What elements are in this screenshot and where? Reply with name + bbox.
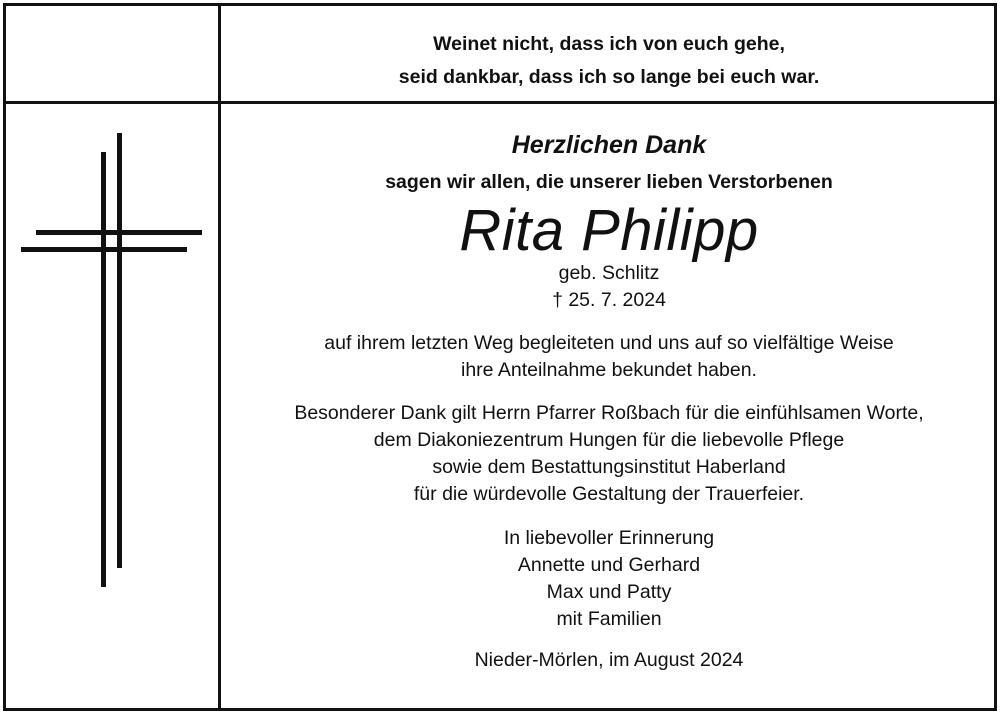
cross-icon xyxy=(0,0,220,714)
signature-line: Annette und Gerhard xyxy=(517,554,701,576)
quote-block xyxy=(221,28,997,94)
birth-name: geb. Schlitz xyxy=(558,262,660,284)
quote-line: Weinet nicht, dass ich von euch gehe, xyxy=(433,33,785,55)
deceased-name: Rita Philipp xyxy=(459,198,759,263)
thanks-intro: sagen wir allen, die unserer lieben Verstorbenen xyxy=(385,171,833,193)
special-thanks-line: Besonderer Dank gilt Herrn Pfarrer Roßbach für die einfühlsamen Worte, xyxy=(294,402,924,424)
special-thanks-line: sowie dem Bestattungsinstitut Haberland xyxy=(432,456,786,478)
cross-horizontal-bar-top xyxy=(36,230,202,235)
place-date: Nieder-Mörlen, im August 2024 xyxy=(474,649,744,671)
quote-line: seid dankbar, dass ich so lange bei euch war. xyxy=(398,66,820,88)
cross-vertical-bar-left xyxy=(101,152,106,587)
condolence-line: auf ihrem letzten Weg begleiteten und uns auf so vielfältige Weise xyxy=(324,332,894,354)
special-thanks-line: für die würdevolle Gestaltung der Trauerfeier. xyxy=(413,483,805,505)
cross-center-gap xyxy=(106,235,117,247)
condolence-line: ihre Anteilnahme bekundet haben. xyxy=(461,359,757,381)
main-text xyxy=(221,128,997,674)
death-date: † 25. 7. 2024 xyxy=(552,289,666,311)
signature-line: Max und Patty xyxy=(546,581,672,603)
cross-horizontal-bar-bottom xyxy=(21,247,187,252)
thanks-title: Herzlichen Dank xyxy=(511,131,707,159)
signature-line: In liebevoller Erinnerung xyxy=(503,527,715,549)
cross-vertical-bar-right xyxy=(117,133,122,568)
special-thanks-line: dem Diakoniezentrum Hungen für die liebevolle Pflege xyxy=(373,429,845,451)
signature-line: mit Familien xyxy=(556,608,662,630)
